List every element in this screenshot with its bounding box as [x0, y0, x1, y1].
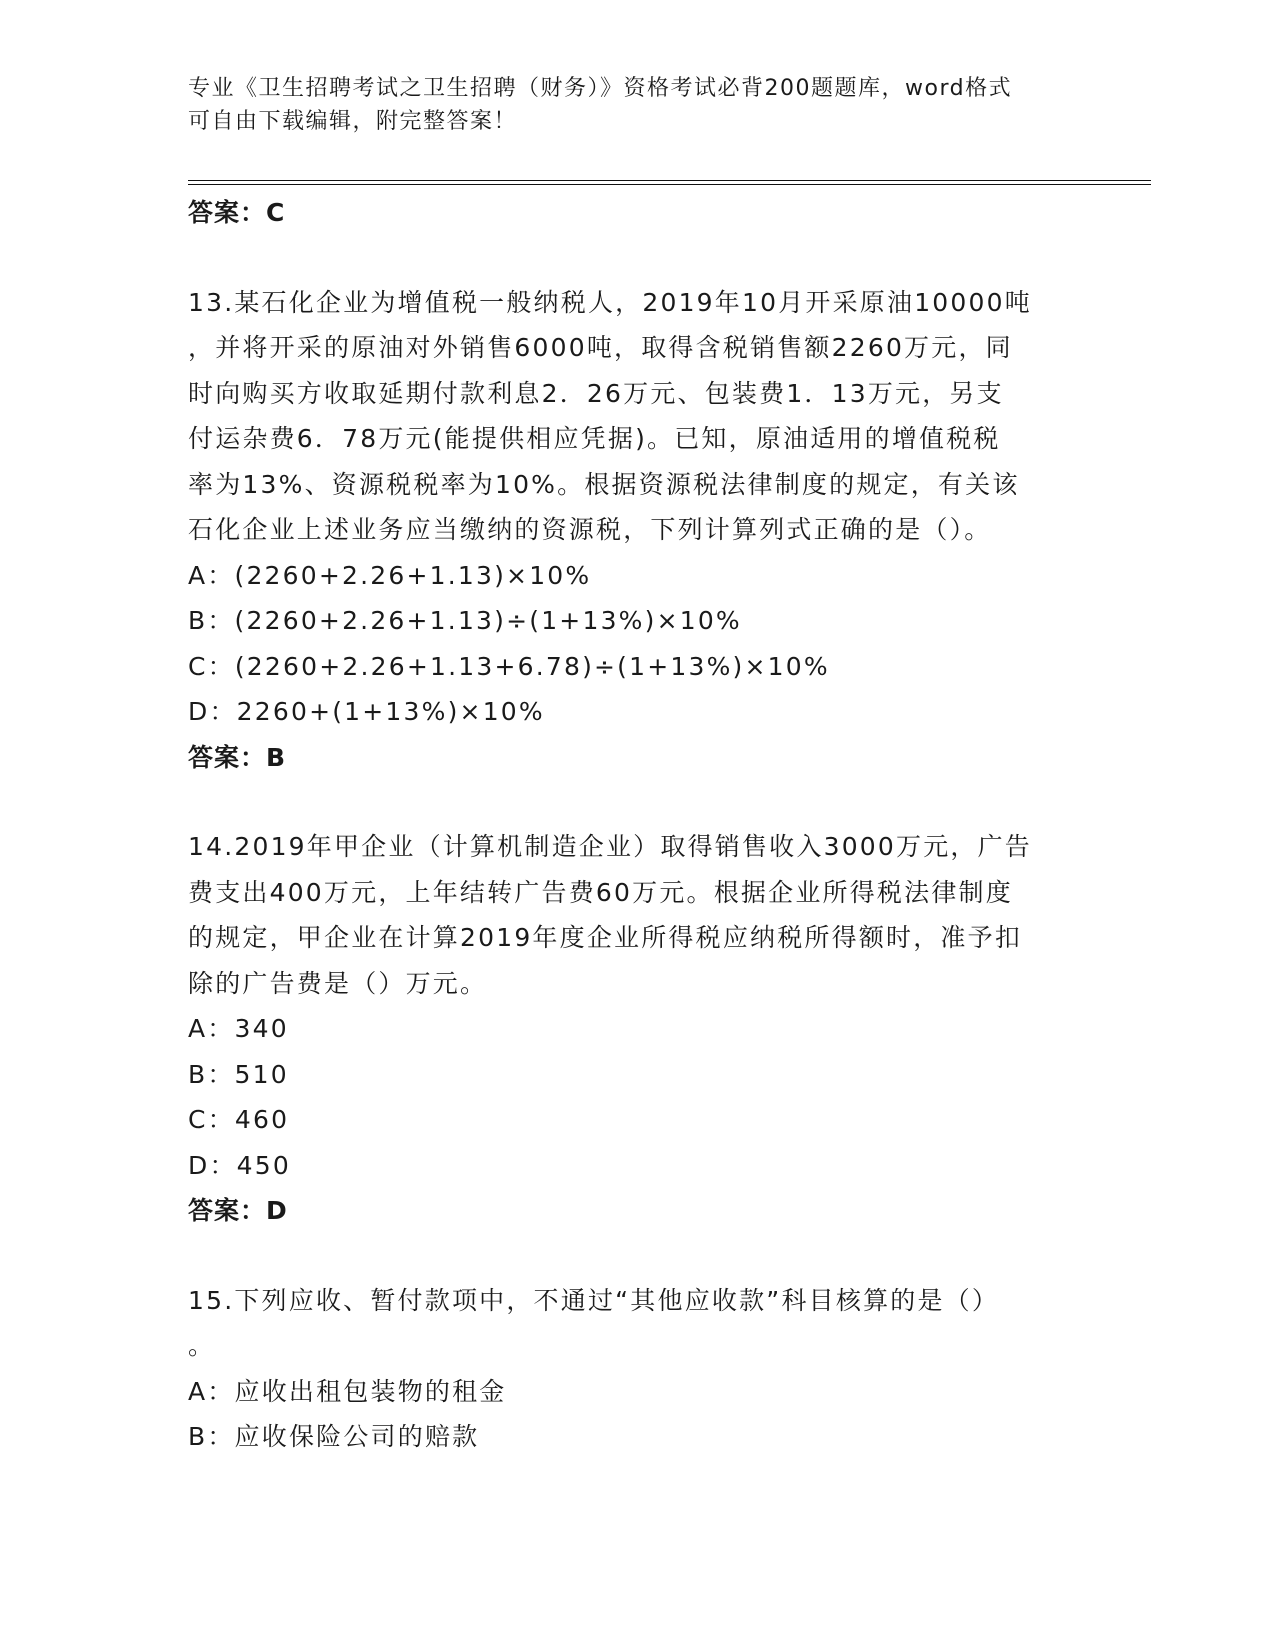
question-13-answer: 答案：B — [188, 742, 287, 772]
header-line-1: 专业《卫生招聘考试之卫生招聘（财务）》资格考试必背200题题库，word格式 — [188, 76, 1013, 101]
question-15-option-a: A：应收出租包装物的租金 — [188, 1376, 507, 1406]
answer-previous: 答案：C — [188, 198, 286, 227]
question-13-option-a: A：(2260+2.26+1.13)×10% — [188, 560, 592, 590]
question-14-answer: 答案：D — [188, 1196, 288, 1225]
header-divider-second — [188, 184, 1151, 185]
header-line-2: 可自由下载编辑，附完整答案！ — [188, 109, 518, 134]
question-14-option-c: C：460 — [188, 1105, 290, 1134]
question-13-option-c: C：(2260+2.26+1.13+6.78)÷(1+13%)×10% — [188, 651, 830, 681]
question-13-text-line: 付运杂费6．78万元(能提供相应凭据)。已知，原油适用的增值税税 — [188, 424, 1001, 453]
question-13 — [188, 280, 1088, 781]
question-13-text-line: 石化企业上述业务应当缴纳的资源税，下列计算列式正确的是（）。 — [188, 515, 992, 544]
question-14-option-b: B：510 — [188, 1059, 289, 1089]
question-13-text-line: ，并将开采的原油对外销售6000吨，取得含税销售额2260万元，同 — [188, 333, 1013, 362]
document-body — [188, 190, 1088, 1460]
question-13-text-line: 率为13%、资源税税率为10%。根据资源税法律制度的规定，有关该 — [188, 469, 1020, 499]
question-15-option-b: B：应收保险公司的赔款 — [188, 1422, 480, 1451]
question-15 — [188, 1278, 1088, 1460]
document-header — [188, 72, 1068, 138]
question-14-option-a: A：340 — [188, 1014, 289, 1043]
question-13-text-line: 13.某石化企业为增值税一般纳税人，2019年10月开采原油10000吨 — [188, 287, 1032, 317]
question-13-option-d: D：2260+(1+13%)×10% — [188, 697, 545, 726]
question-14-text-line: 的规定，甲企业在计算2019年度企业所得税应纳税所得额时，准予扣 — [188, 923, 1023, 952]
question-13-option-b: B：(2260+2.26+1.13)÷(1+13%)×10% — [188, 606, 742, 635]
question-14-option-d: D：450 — [188, 1150, 291, 1180]
question-14 — [188, 824, 1088, 1234]
question-14-text-line: 除的广告费是（）万元。 — [188, 968, 488, 998]
question-13-text-line: 时向购买方收取延期付款利息2．26万元、包装费1．13万元，另支 — [188, 378, 1004, 408]
header-divider — [188, 180, 1151, 181]
question-14-text-line: 14.2019年甲企业（计算机制造企业）取得销售收入3000万元，广告 — [188, 832, 1033, 861]
question-15-text-line: 。 — [188, 1331, 216, 1360]
question-14-text-line: 费支出400万元，上年结转广告费60万元。根据企业所得税法律制度 — [188, 877, 1013, 907]
question-15-text-line: 15.下列应收、暂付款项中，不通过“其他应收款”科目核算的是（） — [188, 1285, 1000, 1315]
